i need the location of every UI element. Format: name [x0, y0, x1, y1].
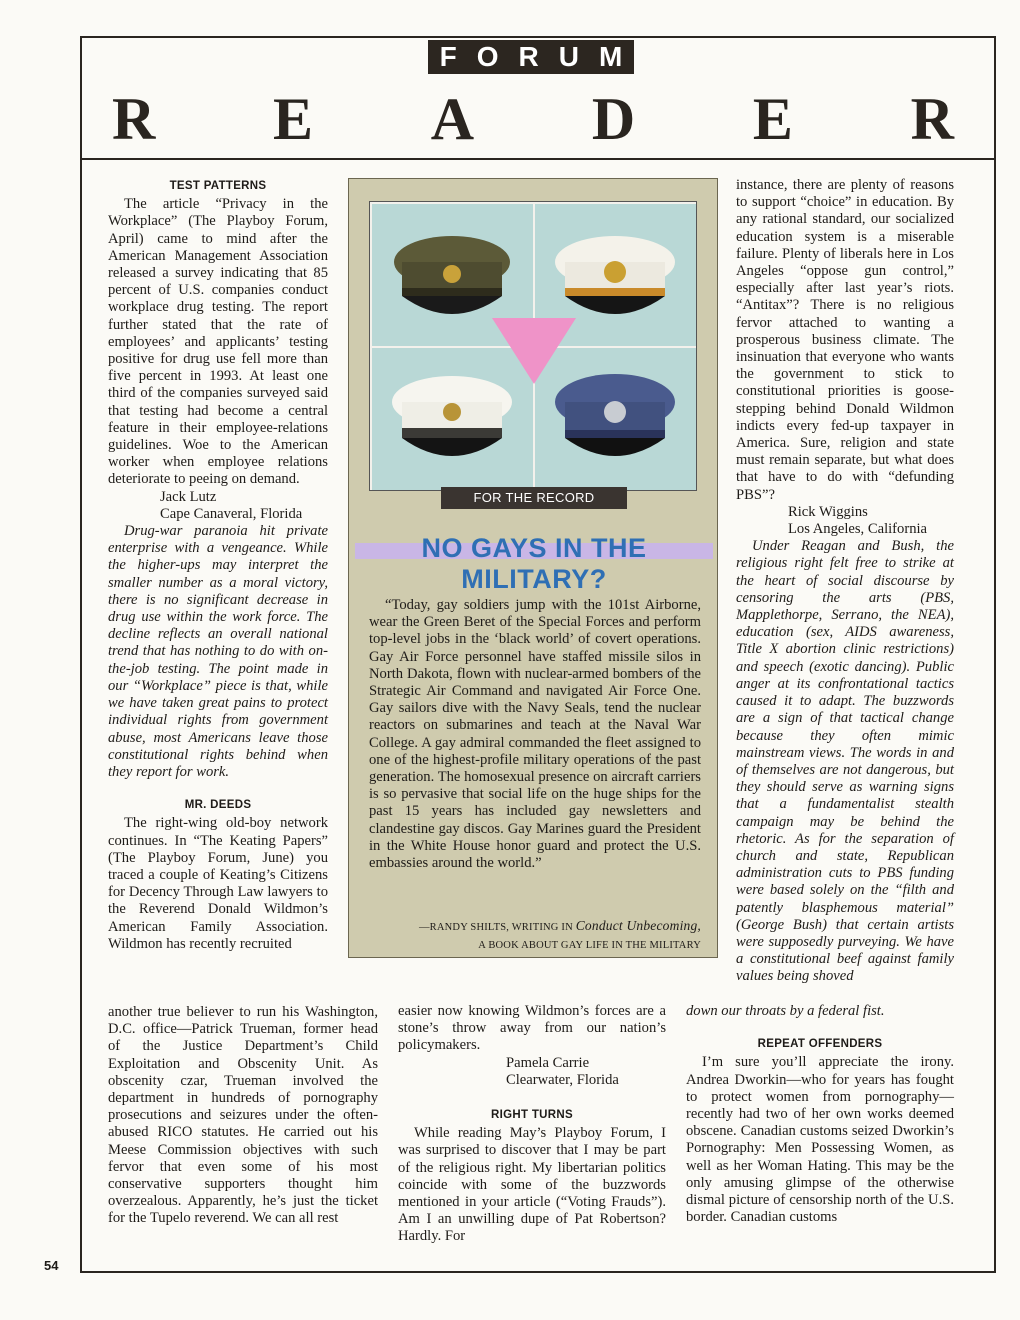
page-number: 54	[44, 1258, 59, 1273]
letter-body: While reading May’s Playboy Forum, I was surprised to discover that I may be part of the religious right. My libertarian politics coincide with some of the buzzwords mentioned in your article (“Voting Frauds”). Am I an unwilling dupe of Pat Robertson? Hardly. For	[398, 1125, 666, 1245]
reader-letter: E	[752, 86, 793, 152]
editor-reply-continued: down our throats by a federal fist.	[686, 1003, 885, 1019]
left-column-continued	[108, 1004, 378, 1228]
letter-signature-place: Clearwater, Florida	[506, 1071, 619, 1088]
sidebar-title	[355, 529, 713, 594]
editor-reply: Under Reagan and Bush, the religious right felt free to strike at the heart of social discourse by censoring the arts (PBS, Mapplethorpe, Serrano, the NEA), education (sex, AIDS awareness, Title X abortion clinic restrictions) and speech (exotic dancing). Public anger at its confrontational tactics caused it to adapt. The buzzwords are a sign of that tactical change because they often mimic mainstream views. The words in and of themselves are not dangerous, but they should serve as warning signs that a fundamentalist stealth campaign may be behind the rhetoric. As for the separation of church and state, Republican administration cuts to PBS funding were based solely on the “filth and patently blasphemous material” (George Bush) that certain artists were supposedly purveying. We have a constitutional beef against family values being shoved	[736, 538, 954, 985]
forum-banner	[424, 40, 643, 78]
letter-body: The right-wing old-boy network continues. In “The Keating Papers” (The Playboy Forum, June) you traced a couple of Keating’s Citizens for Decency Through Law lawyers to the Reverend Donald Wildmon’s American Family Association. Wildmon has recently recruited	[108, 815, 328, 952]
reader-heading	[82, 82, 994, 156]
quote-credit	[369, 917, 701, 955]
sidebar-quote	[369, 597, 701, 872]
credit-prefix: —RANDY SHILTS, WRITING IN	[418, 922, 573, 933]
letter-signature-name: Pamela Carrie	[506, 1054, 590, 1071]
for-the-record-sidebar	[348, 178, 718, 958]
letter-signature-place: Cape Canaveral, Florida	[160, 505, 303, 522]
header-rule	[82, 158, 994, 160]
sidebar-title-text: NO GAYS IN THE MILITARY?	[421, 533, 647, 594]
right-column-continued	[686, 1003, 954, 1226]
right-column	[736, 177, 954, 986]
pink-triangle-icon	[492, 318, 576, 389]
military-caps-illustration	[369, 201, 697, 491]
letter-signature-name: Rick Wiggins	[788, 503, 868, 520]
reader-letter: A	[430, 86, 475, 152]
reader-letter: D	[591, 86, 636, 152]
editor-reply: Drug-war paranoia hit private enterprise with a vengeance. While the higher-ups may interpret the smaller number as a moral victory, there is no significant decrease in drug use within the work force. The decline reflects an overall national trend that has nothing to do with on-the-job testing. The point made in our “Workplace” piece is that, while we have taken great pains to protect individual rights from government abuse, most Americans leave those constitutional rights behind when they report for work.	[108, 523, 328, 780]
reader-letter: R	[112, 86, 156, 152]
quote-text: “Today, gay soldiers jump with the 101st Airborne, wear the Green Beret of the Special Forces and perform top-level jobs in the ‘black world’ of covert operations. Gay Air Force personnel have staffed missile silos in North Dakota, flown with nuclear-armed bombers of the Strategic Air Command and navigated Air Force One. Gay sailors dive with the Navy Seals, tend the nuclear reactors on submarines and teach at the Naval War College. A gay admiral commanded the fleet assigned to one of the highest-profile military operations of the past generation. The homosexual presence on aircraft carriers is so pervasive that social life on the huge ships for the past 15 years has included gay newsletters and clandestine gay discos. Gay Marines guard the President in the White House honor guard and protect the U.S. embassies around the world.”	[369, 597, 701, 872]
reader-letter: R	[910, 86, 954, 152]
letter-body: another true believer to run his Washington, D.C. office—Patrick Trueman, former head of the Justice Department’s Child Exploitation and Obscenity Unit. As obscenity czar, Trueman involved the department in hundreds of pornography prosecutions and seizures under the often-abused RICO statutes. He carried out his Meese Commission objectives with such fervor that even some of his most conservative supporters thought him overzealous. Apparently, he’s just the ticket for the Tupelo reverend. We can all rest	[108, 1004, 378, 1227]
section-heading-right-turns: RIGHT TURNS	[491, 1109, 573, 1122]
letter-body: The article “Privacy in the Workplace” (The Playboy Forum, April) came to mind after the American Management Association released a survey indicating that 85 percent of U.S. companies conduct workplace drug testing. The report further stated that the rate of employees’ and applicants’ testing positive for drug use fell more than five percent in 1993. At least one third of the companies surveyed said that testing had become a central feature in their employee-relations guidelines. Woe to the American worker when employee relations deteriorate to peeing on demand.	[108, 196, 328, 488]
section-heading-test-patterns: TEST PATTERNS	[169, 180, 267, 192]
letter-signature-name: Jack Lutz	[160, 488, 217, 505]
letter-body: I’m sure you’ll appreciate the irony. Andrea Dworkin—who for years has fought to protect women from pornography—recently had two of her own works deemed obscene. Canadian customs seized Dworkin’s Pornography: Men Possessing Women, as well as her Woman Hating. This may be the only amusing glimpse of the otherwise dismal picture of censorship north of the U.S. border. Canadian customs	[686, 1054, 954, 1226]
left-column	[108, 178, 328, 953]
credit-book-title: Conduct Unbecoming,	[575, 918, 701, 933]
letter-body: instance, there are plenty of reasons to support “choice” in education. By any rational standard, our socialized education system is a miserable failure. Plenty of liberals here in Los Angeles “oppose gun control,” especially after last year’s riots. “Antitax”? There is no religious fervor attached to wanting a prosperous business climate. The insinuation that everyone who wants the government to stick to constitutional priorities is goose-stepping behind Donald Wildmon indicts every fed-up taxpayer in America. Sure, religion and state must remain separate, but what does that have to do with “defunding PBS”?	[736, 177, 954, 503]
forum-label: FORUM	[439, 41, 643, 72]
reader-letter: E	[273, 86, 314, 152]
for-the-record-label: FOR THE RECORD	[441, 487, 627, 509]
middle-column	[398, 1003, 666, 1246]
credit-suffix: A BOOK ABOUT GAY LIFE IN THE MILITARY	[478, 940, 701, 951]
letter-signature-place: Los Angeles, California	[788, 521, 928, 538]
letter-body: easier now knowing Wildmon’s forces are a stone’s throw away from our nation’s policymakers.	[398, 1003, 666, 1054]
section-heading-mr-deeds: MR. DEEDS	[184, 799, 252, 812]
section-heading-repeat-offenders: REPEAT OFFENDERS	[757, 1038, 883, 1051]
